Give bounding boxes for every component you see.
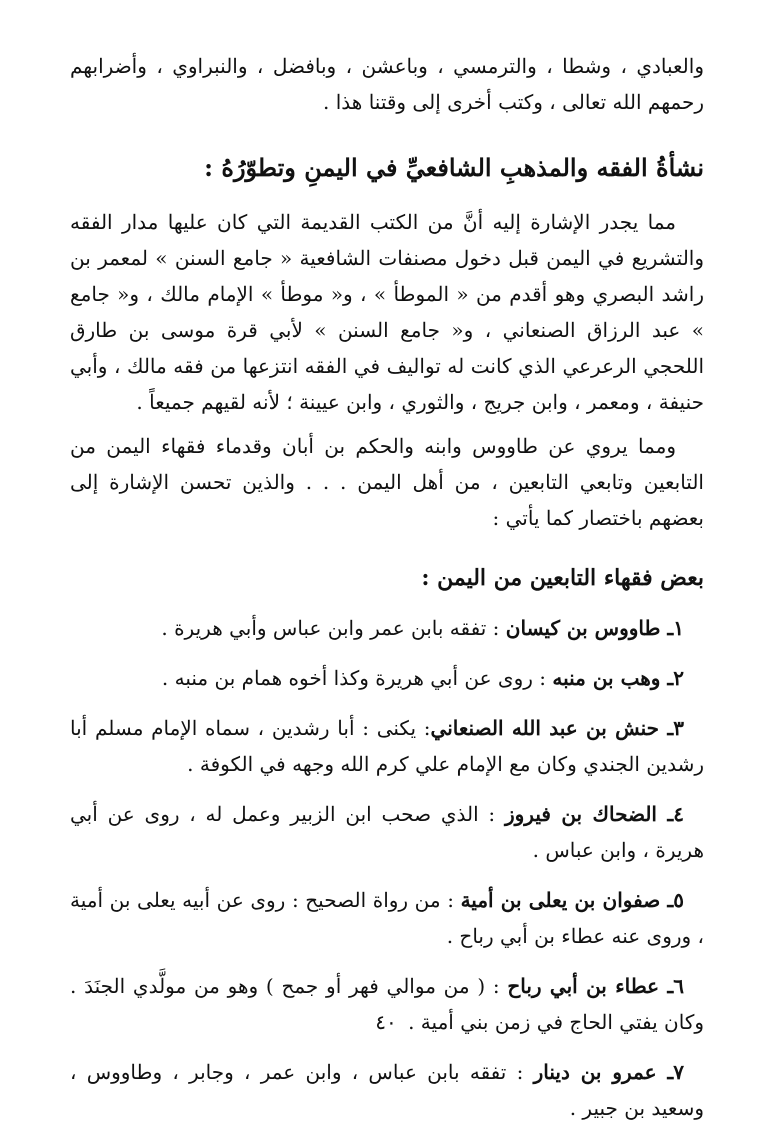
page-content bbox=[70, 48, 704, 1140]
item-name: ٦ـ عطاء بن أبي رباح bbox=[507, 974, 685, 998]
list-item bbox=[70, 710, 704, 782]
item-text: : تفقه بابن عباس ، وابن عمر ، وجابر ، وطاووس ، وسعيد بن جبير . bbox=[70, 1060, 704, 1120]
section-title: نشأةُ الفقه والمذهبِ الشافعيِّ في اليمنِ وتطوّرُهُ : bbox=[204, 153, 704, 182]
item-text: : تفقه بابن عمر وابن عباس وأبي هريرة . bbox=[161, 616, 506, 640]
item-name: ١ـ طاووس بن كيسان bbox=[505, 616, 684, 640]
item-name: ٤ـ الضحاك بن فيروز bbox=[504, 802, 684, 826]
intro-paragraph: والعبادي ، وشطا ، والترمسي ، وباعشن ، وبافضل ، والنبراوي ، وأضرابهم رحمهم الله تعالى ، وكتب أخرى إلى وقتنا هذا . bbox=[70, 54, 704, 114]
paragraph-1: مما يجدر الإشارة إليه أنَّ من الكتب القديمة التي كان عليها مدار الفقه والتشريع في اليمن قبل دخول مصنفات الشافعية « جامع السنن » لمعمر بن راشد البصري وهو أقدم من « الموطأ » ، و« موطأ » الإمام مالك ، و« جامع » عبد الرزاق الصنعاني ، و« جامع السنن » لأبي قرة موسى بن طارق اللحجي الرعرعي الذي كانت له تواليف في الفقه انتزعها من فقه مالك ، وأبي حنيفة ، ومعمر ، وابن جريج ، والثوري ، وابن عيينة ؛ لأنه لقيهم جميعاً . bbox=[70, 210, 704, 414]
item-name: ٥ـ صفوان بن يعلى بن أمية bbox=[460, 888, 684, 912]
item-name: ٢ـ وهب بن منبه bbox=[552, 666, 684, 690]
item-text: : من رواة الصحيح : روى عن أبيه يعلى بن أمية ، وروى عنه عطاء بن أبي رباح . bbox=[70, 888, 704, 948]
paragraph-2: ومما يروي عن طاووس وابنه والحكم بن أبان وقدماء فقهاء اليمن من التابعين وتابعي التابعين ، من أهل اليمن . . . والذين تحسن الإشارة إلى بعضهم باختصار كما يأتي : bbox=[70, 434, 704, 530]
list-item bbox=[70, 610, 704, 646]
item-text: : ( من موالي فهر أو جمح ) وهو من مولَّدي الجنَدَ . وكان يفتي الحاج في زمن بني أمية . bbox=[70, 974, 704, 1034]
subsection-title: بعض فقهاء التابعين من اليمن : bbox=[421, 565, 704, 591]
item-text: : الذي صحب ابن الزبير وعمل له ، روى عن أبي هريرة ، وابن عباس . bbox=[70, 802, 704, 862]
list-item bbox=[70, 796, 704, 868]
page-number: ٤٠ bbox=[375, 1010, 397, 1034]
item-text: : روى عن أبي هريرة وكذا أخوه همام بن منبه . bbox=[161, 666, 553, 690]
list-item bbox=[70, 882, 704, 954]
item-text: : يكنى : أبا رشدين ، سماه الإمام مسلم أبا رشدين الجندي وكان مع الإمام علي كرم الله وجهه في الكوفة . bbox=[70, 716, 704, 776]
list-item bbox=[70, 1054, 704, 1126]
list-item bbox=[70, 660, 704, 696]
item-name: ٣ـ حنش بن عبد الله الصنعاني bbox=[430, 716, 684, 740]
item-name: ٧ـ عمرو بن دينار bbox=[533, 1060, 684, 1084]
